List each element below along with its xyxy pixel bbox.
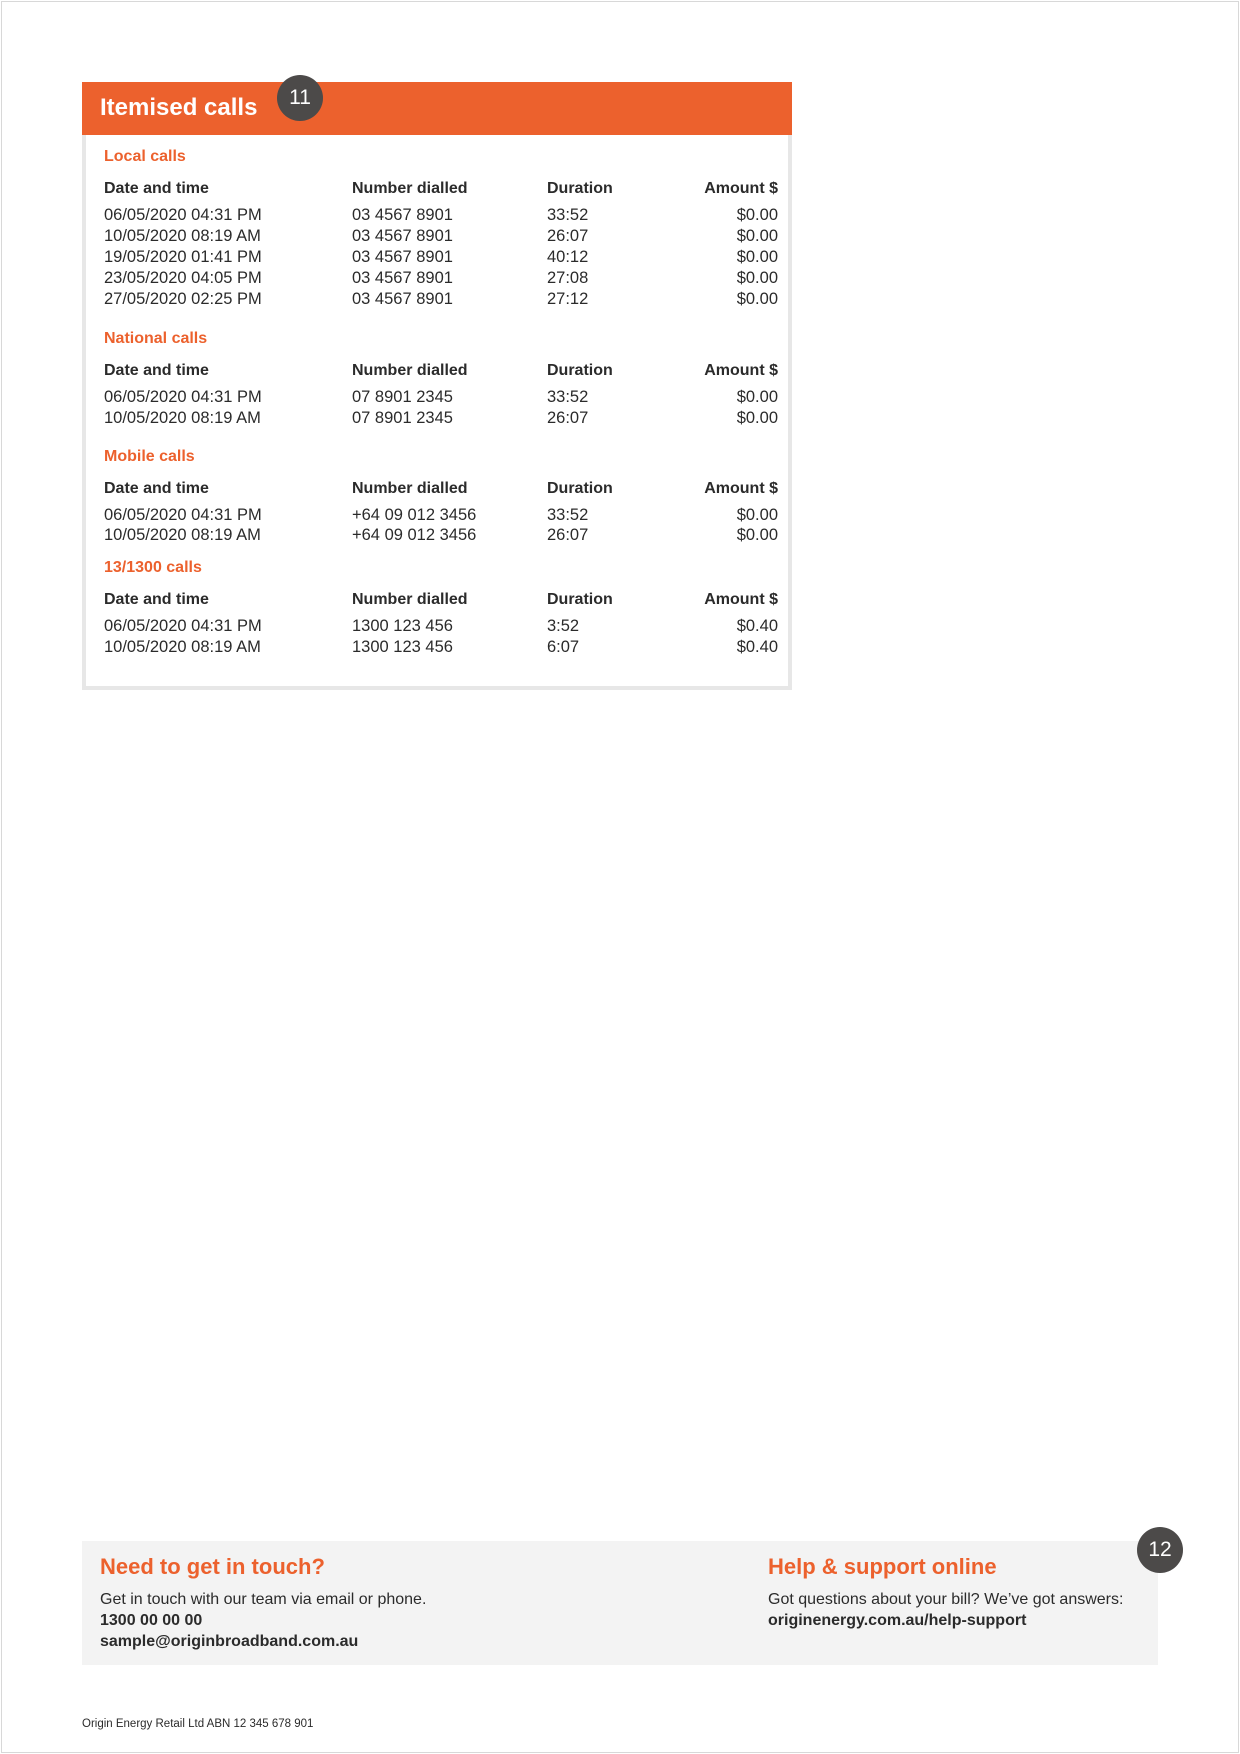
call-number: 1300 123 456 [352, 617, 453, 635]
call-date: 23/05/2020 04:05 PM [104, 269, 262, 287]
call-date: 10/05/2020 08:19 AM [104, 526, 261, 544]
call-duration: 3:52 [547, 617, 580, 635]
call-date: 10/05/2020 08:19 AM [104, 227, 261, 245]
col-amount-header: Amount $ [704, 362, 778, 379]
call-amount: $0.00 [736, 290, 778, 308]
support-text: Got questions about your bill? We’ve got answers: [768, 1591, 1124, 1608]
call-duration: 40:12 [547, 248, 589, 266]
call-date: 19/05/2020 01:41 PM [104, 248, 262, 266]
s1300-calls-title: 13/1300 calls [104, 559, 202, 576]
col-amount-header: Amount $ [704, 480, 778, 497]
call-duration: 33:52 [547, 206, 589, 224]
mobile-calls-header-row [104, 480, 778, 501]
call-duration: 33:52 [547, 506, 589, 524]
col-number-header: Number dialled [352, 180, 468, 197]
itemised-calls-body [82, 135, 792, 690]
callout-badge-12: 12 [1137, 1527, 1183, 1573]
call-amount: $0.00 [736, 227, 778, 245]
table-row [104, 248, 778, 269]
contact-box [82, 1541, 1158, 1665]
col-date-header: Date and time [104, 362, 209, 379]
table-row [104, 388, 778, 409]
national-calls-header-row [104, 362, 778, 383]
call-date: 10/05/2020 08:19 AM [104, 409, 261, 427]
national-calls-title: National calls [104, 330, 208, 347]
call-duration: 26:07 [547, 526, 589, 544]
itemised-calls-panel [82, 82, 792, 690]
call-date: 27/05/2020 02:25 PM [104, 290, 262, 308]
mobile-calls-title: Mobile calls [104, 448, 195, 465]
col-number-header: Number dialled [352, 480, 468, 497]
table-row [104, 290, 778, 311]
contact-heading: Need to get in touch? [100, 1554, 325, 1579]
call-number: 03 4567 8901 [352, 248, 453, 266]
call-number: 03 4567 8901 [352, 290, 453, 308]
table-row [104, 409, 778, 430]
itemised-calls-header [82, 82, 792, 135]
call-amount: $0.00 [736, 409, 778, 427]
call-amount: $0.00 [736, 526, 778, 544]
col-number-header: Number dialled [352, 591, 468, 608]
col-number-header: Number dialled [352, 362, 468, 379]
contact-email[interactable]: sample@originbroadband.com.au [100, 1633, 359, 1650]
table-row [104, 269, 778, 290]
s1300-calls-header-row [104, 591, 778, 612]
call-duration: 27:12 [547, 290, 589, 308]
call-duration: 26:07 [547, 227, 589, 245]
col-amount-header: Amount $ [704, 180, 778, 197]
contact-phone[interactable]: 1300 00 00 00 [100, 1612, 203, 1629]
call-duration: 26:07 [547, 409, 589, 427]
call-date: 06/05/2020 04:31 PM [104, 617, 262, 635]
col-date-header: Date and time [104, 591, 209, 608]
table-row [104, 227, 778, 248]
call-date: 06/05/2020 04:31 PM [104, 206, 262, 224]
contact-text: Get in touch with our team via email or phone. [100, 1591, 427, 1608]
call-amount: $0.40 [736, 617, 778, 635]
call-number: +64 09 012 3456 [352, 526, 477, 544]
call-amount: $0.00 [736, 206, 778, 224]
call-amount: $0.40 [736, 638, 778, 656]
call-amount: $0.00 [736, 269, 778, 287]
footer-company: Origin Energy Retail Ltd ABN 12 345 678 901 [82, 1718, 314, 1730]
call-duration: 33:52 [547, 388, 589, 406]
call-number: 03 4567 8901 [352, 269, 453, 287]
itemised-calls-title: Itemised calls [100, 94, 258, 121]
table-row [104, 638, 778, 659]
call-number: 03 4567 8901 [352, 206, 453, 224]
call-number: 1300 123 456 [352, 638, 453, 656]
local-calls-header-row [104, 180, 778, 201]
call-date: 10/05/2020 08:19 AM [104, 638, 261, 656]
col-date-header: Date and time [104, 480, 209, 497]
col-duration-header: Duration [547, 180, 613, 197]
call-date: 06/05/2020 04:31 PM [104, 506, 262, 524]
table-row [104, 206, 778, 227]
local-calls-title: Local calls [104, 148, 186, 165]
call-duration: 6:07 [547, 638, 580, 656]
call-number: +64 09 012 3456 [352, 506, 477, 524]
col-duration-header: Duration [547, 591, 613, 608]
support-link[interactable]: originenergy.com.au/help-support [768, 1612, 1027, 1629]
call-amount: $0.00 [736, 506, 778, 524]
col-duration-header: Duration [547, 480, 613, 497]
call-number: 03 4567 8901 [352, 227, 453, 245]
call-number: 07 8901 2345 [352, 409, 453, 427]
call-amount: $0.00 [736, 388, 778, 406]
table-row [104, 506, 778, 527]
call-duration: 27:08 [547, 269, 589, 287]
col-date-header: Date and time [104, 180, 209, 197]
col-amount-header: Amount $ [704, 591, 778, 608]
support-heading: Help & support online [768, 1554, 997, 1579]
col-duration-header: Duration [547, 362, 613, 379]
callout-badge-11: 11 [277, 75, 323, 121]
table-row [104, 617, 778, 638]
call-date: 06/05/2020 04:31 PM [104, 388, 262, 406]
table-row [104, 526, 778, 547]
call-number: 07 8901 2345 [352, 388, 453, 406]
call-amount: $0.00 [736, 248, 778, 266]
